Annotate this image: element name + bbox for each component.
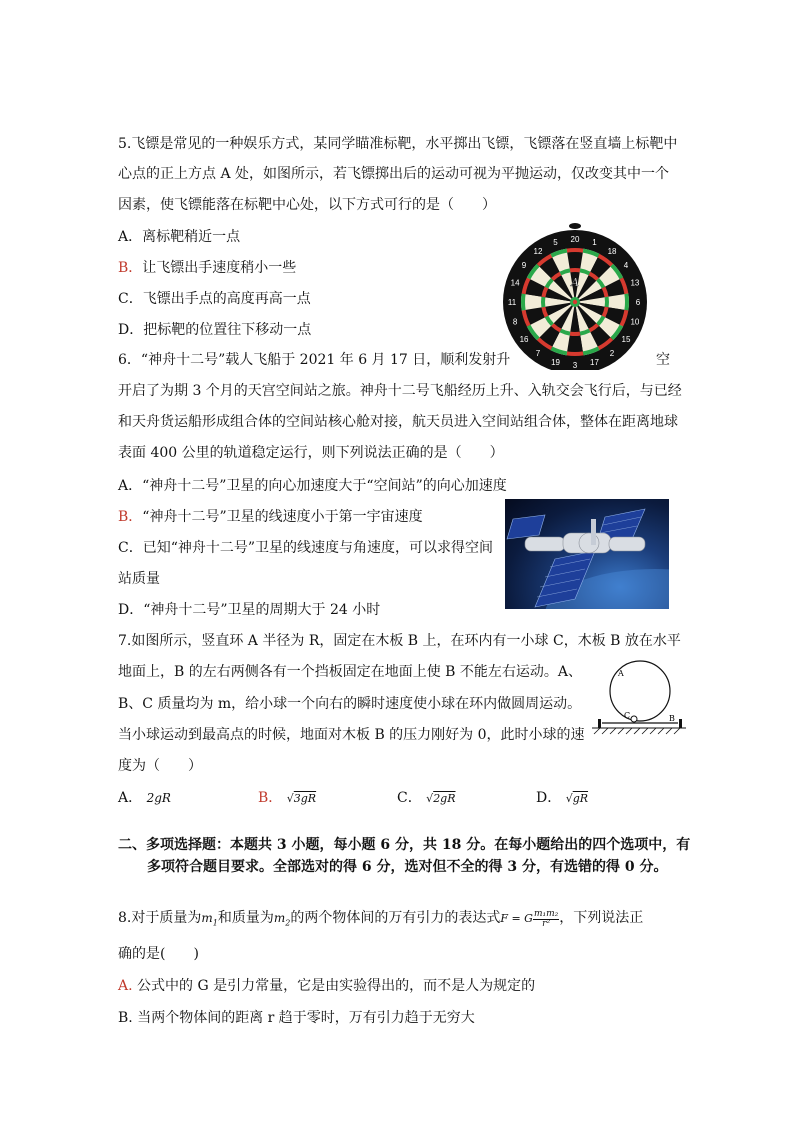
q8-option-a-text: 公式中的 G 是引力常量，它是由实验得出的，而不是人为规定的 bbox=[137, 978, 536, 994]
q7-option-d bbox=[536, 788, 588, 809]
q7-option-a-letter: A． bbox=[118, 790, 143, 806]
q7-option-b-letter: B． bbox=[258, 790, 283, 806]
q6-option-c-line-2: 站质量 bbox=[118, 571, 160, 587]
q6-option-b bbox=[118, 507, 423, 527]
q6-line-2: 开启了为期 3 个月的天宫空间站之旅。神舟十二号飞船经历上升、入轨交会飞行后，与已经 bbox=[118, 383, 682, 399]
dartboard-number: 14 bbox=[510, 278, 520, 288]
q5-line-2: 心点的正上方点 A 处，如图所示，若飞镖掷出后的运动可视为平抛运动，仅改变其中一个 bbox=[118, 166, 670, 182]
q5-line-3: 因素，使飞镖能落在标靶中心处，以下方式可行的是（ ） bbox=[118, 197, 496, 213]
q6-option-b-text: “神舟十二号”卫星的线速度小于第一宇宙速度 bbox=[142, 509, 423, 525]
q6-option-d: D．“神舟十二号”卫星的周期大于 24 小时 bbox=[118, 602, 381, 618]
left-stopper bbox=[598, 719, 601, 728]
q8-line-1-part-1: 8.对于质量为 bbox=[118, 910, 202, 926]
dartboard-figure bbox=[500, 220, 650, 370]
q8-line-2: 确的是( ) bbox=[118, 946, 199, 962]
space-station-illustration bbox=[505, 499, 669, 609]
q8-m2 bbox=[273, 911, 291, 928]
dartboard-triple-ring bbox=[570, 268, 581, 272]
q7-option-c bbox=[397, 788, 456, 809]
q7-option-b-value: √3gR bbox=[286, 792, 317, 805]
section2-heading-line-1: 二、多项选择题：本题共 3 小题，每小题 6 分，共 18 分。在每小题给出的四个选项中，有 bbox=[118, 837, 691, 853]
dartboard-double-ring bbox=[521, 294, 526, 311]
dartboard-number: 16 bbox=[519, 335, 529, 345]
q7-option-d-value: √gR bbox=[565, 792, 589, 805]
dartboard-number: 13 bbox=[630, 278, 640, 288]
dartboard-number: 2 bbox=[609, 348, 615, 358]
space-station-photo bbox=[505, 499, 669, 609]
dartboard-number: 7 bbox=[535, 348, 541, 358]
q6-option-a: A．“神舟十二号”卫星的向心加速度大于“空间站”的向心加速度 bbox=[118, 478, 507, 494]
ring-diagram bbox=[592, 660, 688, 738]
q6-line-4: 表面 400 公里的轨道稳定运行，则下列说法正确的是（ ） bbox=[118, 445, 504, 461]
q5-option-c: C．飞镖出手点的高度再高一点 bbox=[118, 291, 311, 307]
dartboard-number: 11 bbox=[507, 298, 517, 307]
q8-formula-denominator: r² bbox=[542, 918, 551, 929]
dartboard-number: 4 bbox=[623, 260, 629, 270]
ground-hatching bbox=[594, 728, 680, 734]
ball-c bbox=[631, 716, 637, 722]
dartboard-number: 17 bbox=[590, 357, 599, 367]
q8-m1-subscript: 1 bbox=[212, 918, 218, 928]
q5-option-b bbox=[118, 258, 296, 278]
q8-line-1 bbox=[118, 908, 643, 933]
label-a: A bbox=[618, 669, 624, 678]
q5-option-a: A．离标靶稍近一点 bbox=[118, 229, 241, 245]
q7-option-a-value: 2gR bbox=[146, 791, 171, 805]
q7-option-c-letter: C． bbox=[397, 790, 422, 806]
q7-option-c-value: √2gR bbox=[426, 792, 456, 805]
q5-line-1: 5.飞镖是常见的一种娱乐方式，某同学瞄准标靶，水平掷出飞镖，飞镖落在竖直墙上标靶中 bbox=[118, 136, 678, 152]
dartboard-number: 5 bbox=[553, 238, 558, 248]
q7-option-b-radicand: 3gR bbox=[293, 792, 317, 805]
q5-option-d: D．把标靶的位置往下移动一点 bbox=[118, 322, 312, 338]
dartboard-bullseye bbox=[573, 300, 577, 304]
q5-option-b-letter: B． bbox=[118, 260, 143, 276]
q8-formula-lhs: F = G bbox=[500, 912, 533, 925]
q8-option-a bbox=[118, 976, 535, 996]
dartboard-number: 15 bbox=[621, 335, 631, 345]
dartboard-number: 18 bbox=[607, 247, 617, 257]
q7-line-2: 地面上，B 的左右两侧各有一个挡板固定在地面上使 B 不能左右运动。A、 bbox=[118, 664, 583, 680]
q8-formula bbox=[500, 908, 559, 929]
label-c: C bbox=[624, 711, 631, 720]
dartboard-hanger bbox=[569, 223, 581, 229]
q8-m2-symbol: m bbox=[273, 911, 286, 925]
dartboard-triple-ring bbox=[541, 297, 545, 308]
dartboard-number: 20 bbox=[570, 235, 580, 244]
q7-option-d-letter: D． bbox=[536, 790, 562, 806]
q8-option-b: B. 当两个物体间的距离 r 趋于零时，万有引力趋于无穷大 bbox=[118, 1010, 475, 1026]
q5-option-b-text: 让飞镖出手速度稍小一些 bbox=[142, 260, 297, 276]
q7-option-d-radicand: gR bbox=[572, 792, 589, 805]
q8-m1-symbol: m bbox=[201, 911, 213, 925]
dartboard-number: 8 bbox=[512, 317, 518, 327]
q7-line-1: 7.如图所示，竖直环 A 半径为 R，固定在木板 B 上，在环内有一小球 C，木板 B 放在水平 bbox=[118, 633, 681, 649]
dartboard-number: 12 bbox=[533, 247, 543, 257]
dartboard-number: 6 bbox=[635, 298, 641, 307]
q7-line-5: 度为（ ） bbox=[118, 758, 202, 774]
dartboard-point-a-label: A bbox=[571, 276, 579, 289]
q7-option-a bbox=[118, 788, 171, 808]
dartboard-number: 9 bbox=[521, 260, 527, 270]
q6-option-b-letter: B． bbox=[118, 509, 143, 525]
dartboard-double-ring bbox=[624, 294, 629, 311]
dartboard-triple-ring bbox=[570, 332, 581, 336]
section2-heading-line-2: 多项符合题目要求。全部选对的得 6 分，选对但不全的得 3 分，有选错的得 0 分。 bbox=[147, 859, 668, 875]
dartboard-number: 19 bbox=[551, 357, 560, 367]
dartboard-number: 1 bbox=[592, 238, 597, 248]
q7-line-3: B、C 质量均为 m，给小球一个向右的瞬时速度使小球在环内做圆周运动。 bbox=[118, 696, 582, 712]
label-b: B bbox=[669, 714, 675, 723]
q6-line-1: 6．“神舟十二号”载人飞船于 2021 年 6 月 17 日，顺利发射升 bbox=[118, 352, 511, 368]
right-stopper bbox=[679, 719, 682, 728]
q8-line-1-part-2: 和质量为 bbox=[217, 910, 274, 926]
q6-line-3: 和天舟货运船形成组合体的空间站核心舱对接，航天员进入空间站组合体，整体在距离地球 bbox=[118, 414, 678, 430]
q8-line-1-part-3: 的两个物体间的万有引力的表达式 bbox=[290, 910, 501, 926]
q7-option-c-radicand: 2gR bbox=[433, 792, 456, 805]
dartboard-triple-ring bbox=[605, 297, 609, 308]
q7-line-4: 当小球运动到最高点的时候，地面对木板 B 的压力刚好为 0，此时小球的速 bbox=[118, 727, 585, 743]
dartboard-number: 3 bbox=[572, 361, 578, 370]
q6-line-1-end: 空 bbox=[656, 352, 670, 368]
q6-option-c-line-1: C．已知“神舟十二号”卫星的线速度与角速度，可以求得空间 bbox=[118, 540, 494, 556]
dartboard-double-ring bbox=[567, 351, 584, 356]
q8-line-1-part-4: ，下列说法正 bbox=[559, 910, 644, 926]
dartboard-number: 10 bbox=[630, 317, 640, 327]
q8-formula-numerator: m₁m₂ bbox=[533, 908, 559, 919]
q8-m2-subscript: 2 bbox=[285, 918, 291, 928]
q7-option-b bbox=[258, 788, 316, 809]
dartboard-double-ring bbox=[567, 248, 584, 253]
q8-option-a-letter: A. bbox=[118, 978, 133, 994]
q8-m1 bbox=[201, 911, 218, 928]
q8-formula-fraction bbox=[533, 910, 559, 929]
